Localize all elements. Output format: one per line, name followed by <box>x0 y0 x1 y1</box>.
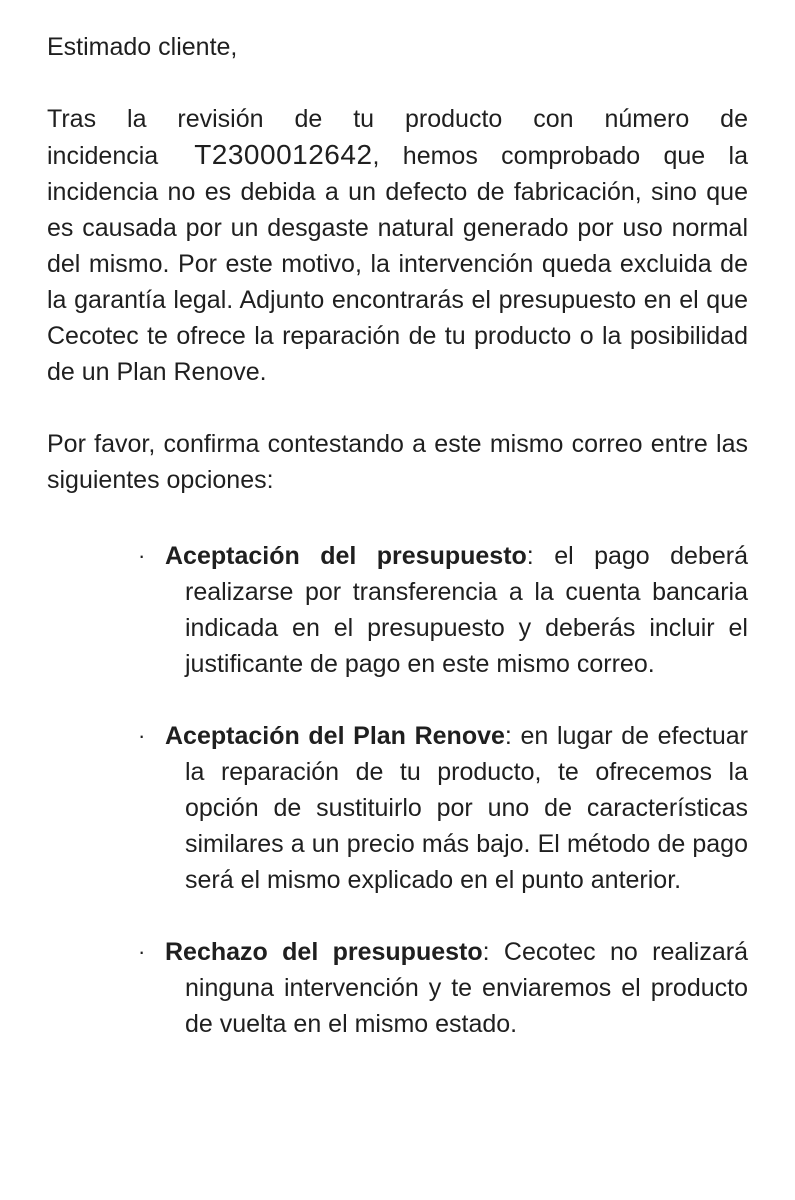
paragraph-revision-intro: Tras la revisión de tu producto con número de incidencia <box>47 105 748 170</box>
option-accept-quote <box>138 538 748 682</box>
option-reject-quote <box>138 934 748 1042</box>
option-accept-plan-renove <box>138 718 748 898</box>
greeting: Estimado cliente, <box>47 33 238 61</box>
option-title: Aceptación del Plan Renove <box>165 722 505 750</box>
paragraph-revision <box>47 101 748 390</box>
email-body <box>47 29 748 1042</box>
bullet-icon: · <box>138 939 146 964</box>
option-title: Aceptación del presupuesto <box>165 542 527 570</box>
option-text: : en lugar de efectuar la reparación de tu producto, te ofrecemos la opción de sustituirlo por uno de características similares a un precio más bajo. El método de pago será el mismo explicado en el punto anterior. <box>185 722 748 894</box>
option-title: Rechazo del presupuesto <box>165 938 483 966</box>
options-list <box>47 538 748 1042</box>
bullet-icon: · <box>138 723 146 748</box>
option-text: : el pago deberá realizarse por transferencia a la cuenta bancaria indicada en el presupuesto y deberás incluir el justificante de pago en este mismo correo. <box>185 542 748 678</box>
bullet-icon: · <box>138 543 146 568</box>
option-text: : Cecotec no realizará ninguna intervención y te enviaremos el producto de vuelta en el mismo estado. <box>185 938 748 1038</box>
paragraph-instructions: Por favor, confirma contestando a este mismo correo entre las siguientes opciones: <box>47 430 748 494</box>
paragraph-revision-rest: , hemos comprobado que la incidencia no es debida a un defecto de fabricación, sino que es causada por un desgaste natural generado por uso normal del mismo. Por este motivo, la intervención queda excluida de la garantía legal. Adjunto encontrarás el presupuesto en el que Cecotec te ofrece la reparación de tu producto o la posibilidad de un Plan Renove. <box>47 142 748 386</box>
incident-number: T2300012642 <box>194 139 373 170</box>
